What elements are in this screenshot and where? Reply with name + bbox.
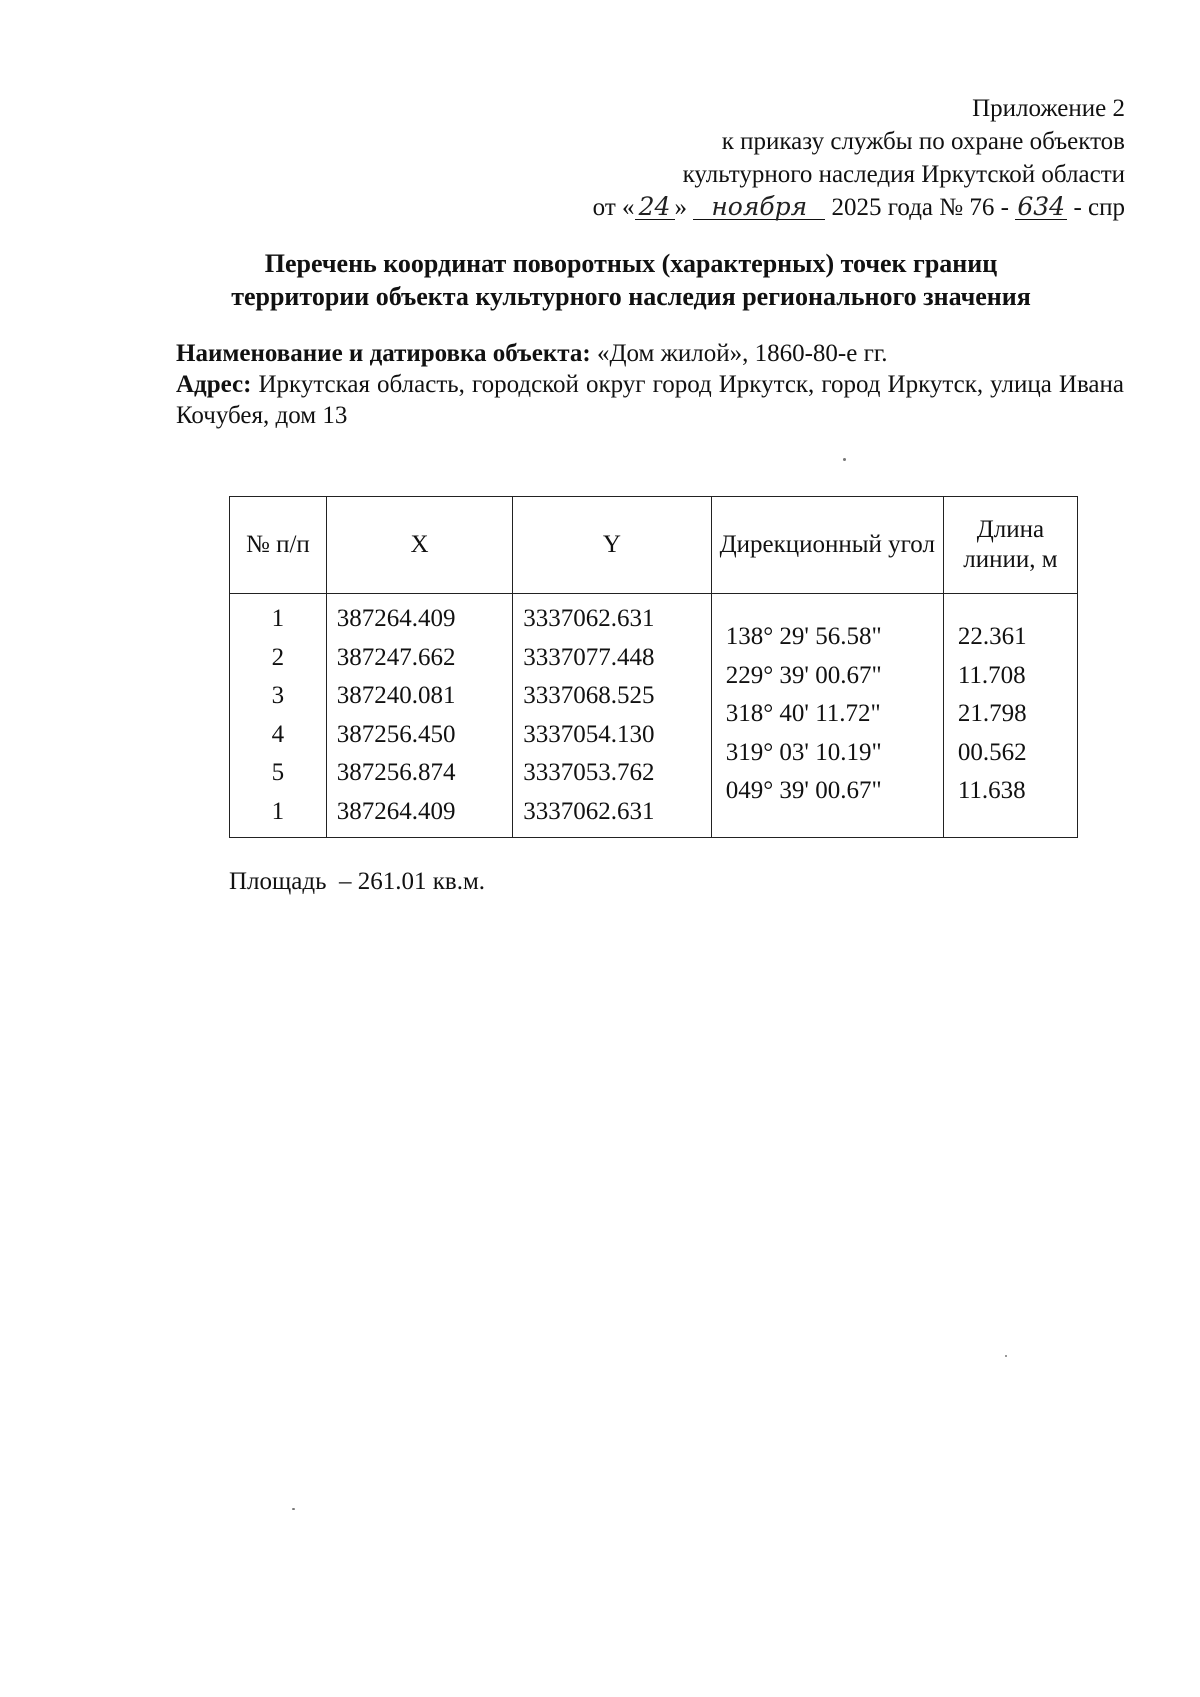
point-x: 387240.081 [336,682,456,709]
object-address-value: Иркутская область, городской округ город Иркутск, город Иркутск, улица Ивана Кочубея, дом 13 [176,371,1124,429]
scan-speck [292,1508,295,1510]
point-x: 387247.662 [336,643,456,671]
length-column [943,594,1077,838]
point-num: 1 [271,605,285,632]
table-body-row [230,594,1078,838]
scan-speck [843,458,846,461]
object-name-paragraph [176,338,1124,369]
segment-angle: 229° 39' 00.67" [725,661,882,689]
header-length: Длина линии, м [943,497,1077,594]
point-x: 387256.450 [336,720,456,748]
coordinates-table [229,496,1078,838]
point-x: 387264.409 [336,797,456,825]
date-year-text: 2025 года № 76 - [831,194,1009,221]
header-num: № п/п [230,497,327,594]
point-y: 3337053.762 [523,759,655,786]
order-suffix: - спр [1073,194,1125,221]
point-y: 3337062.631 [523,797,655,825]
date-prefix: от « [592,194,635,221]
point-x: 387256.874 [336,759,456,786]
segment-angle: 319° 03' 10.19" [725,738,882,766]
point-num: 2 [271,643,285,671]
area-value: – 261.01 кв.м. [339,868,486,895]
segment-length: 11.708 [957,661,1026,689]
num-column [230,594,327,838]
segment-angle: 318° 40' 11.72" [725,700,881,727]
object-address-label: Адрес: [176,371,252,398]
date-quote-close: » [674,194,688,221]
title-line-2: территории объекта культурного наследия регионального значения [231,282,1031,311]
header-x: X [326,497,512,594]
y-column [513,594,712,838]
object-info [176,338,1124,431]
date-month-handwritten: ноября [693,195,825,220]
point-num: 3 [271,682,285,709]
segment-length: 11.638 [957,777,1026,804]
point-y: 3337054.130 [523,720,655,748]
segment-length: 22.361 [957,623,1027,650]
segment-length: 00.562 [957,738,1027,766]
segment-angle: 049° 39' 00.67" [725,777,882,804]
header-angle: Дирекционный угол [711,497,943,594]
date-day-handwritten: 24 [635,195,675,220]
appendix-order-line: к приказу службы по охране объектов [721,128,1125,155]
area-label: Площадь [229,868,327,895]
table-header-row [230,497,1078,594]
segment-length: 21.798 [957,700,1027,727]
point-num: 1 [271,797,285,825]
point-y: 3337062.631 [523,605,655,632]
segment-angle: 138° 29' 56.58" [725,623,882,650]
x-column [326,594,512,838]
point-y: 3337077.448 [523,643,655,671]
appendix-header [593,92,1125,224]
header-y: Y [513,497,712,594]
point-num: 5 [271,759,285,786]
point-y: 3337068.525 [523,682,655,709]
title-line-1: Перечень координат поворотных (характерных) точек границ [264,249,998,278]
appendix-number: Приложение 2 [972,95,1125,122]
point-num: 4 [271,720,285,748]
object-address-paragraph [176,369,1124,431]
object-name-value: «Дом жилой», 1860-80-е гг. [596,340,888,367]
order-number-handwritten: 634 [1015,195,1067,220]
appendix-authority-line: культурного наследия Иркутской области [682,161,1125,188]
angle-column [711,594,943,838]
object-name-label: Наименование и датировка объекта: [176,340,591,367]
area-line [229,868,485,896]
appendix-date-line [593,191,1125,224]
scan-speck [1005,1355,1007,1357]
document-title [150,247,1112,313]
point-x: 387264.409 [336,605,456,632]
